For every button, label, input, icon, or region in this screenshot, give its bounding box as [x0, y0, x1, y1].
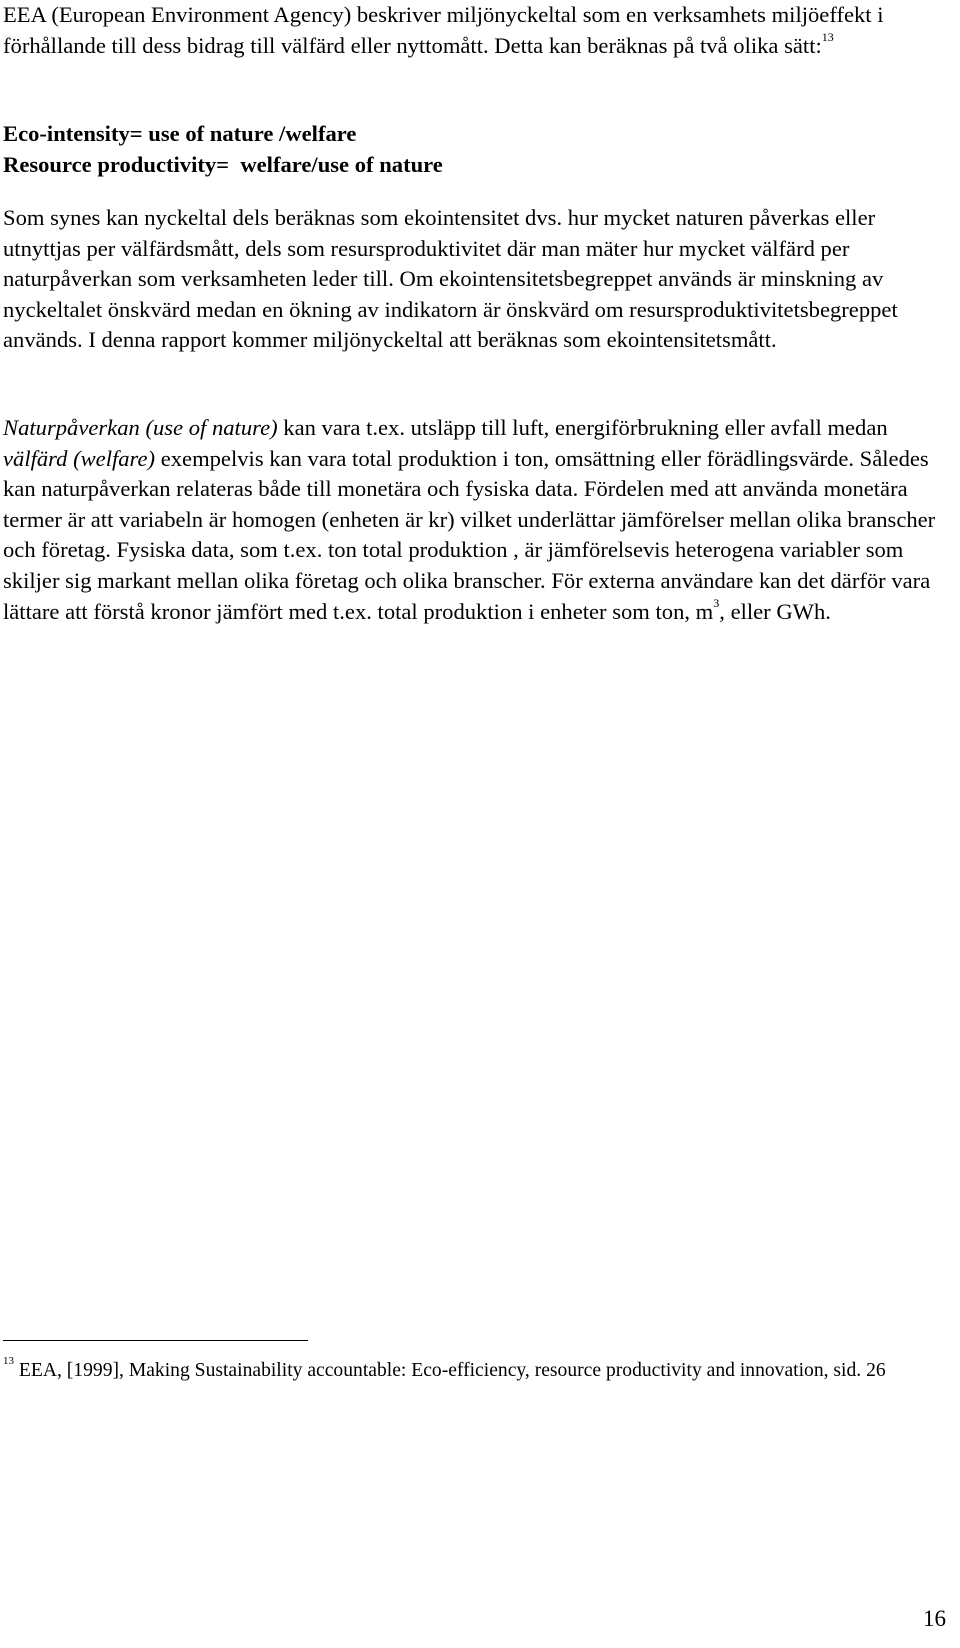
- paragraph-text: exempelvis kan vara total produktion i ton, omsättning eller förädlingsvärde. Således kan naturpåverkan relateras både till monetära och fysiska data. Fördelen med att använda monetära termer är att variabeln är homogen (enheten är kr) vilket underlättar jämförelser mellan olika branscher och företag. Fysiska data, som t.ex. ton total produktion , är jämförelsevis heterogena variabler som skiljer sig markant mellan olika företag och olika branscher. För externa användare kan det därför vara lättare att förstå kronor jämfört med t.ex. total produktion i enheter som ton, m: [3, 445, 936, 624]
- term-naturpaverkan: Naturpåverkan (use of nature): [3, 415, 278, 440]
- paragraph-eea-definition: [3, 0, 948, 61]
- resource-productivity-formula: Resource productivity= welfare/use of nature: [3, 151, 443, 177]
- paragraph-key-figures: [3, 203, 948, 356]
- paragraph-text: Som synes kan nyckeltal dels beräknas som ekointensitet dvs. hur mycket naturen påverkas eller utnyttjas per välfärdsmått, dels som resursproduktivitet där man mäter hur mycket välfärd per naturpåverkan som verksamheten leder till. Om ekointensitetsbegreppet används är minskning av nyckeltalet önskvärd medan en ökning av indikatorn är önskvärd om resursproduktivitetsbegreppet används. I denna rapport kommer miljönyckeltal att beräknas som ekointensitetsmått.: [3, 205, 898, 353]
- page-number: 16: [923, 1606, 946, 1631]
- footnote: [3, 1356, 948, 1385]
- footnote-separator: [3, 1340, 308, 1341]
- paragraph-text: , eller GWh.: [719, 598, 831, 624]
- superscript-cubic: 3: [713, 596, 720, 611]
- footnote-reference: 13: [821, 30, 834, 45]
- paragraph-text: kan vara t.ex. utsläpp till luft, energiförbrukning eller avfall medan: [277, 415, 888, 440]
- footnote-text: EEA, [1999], Making Sustainability accountable: Eco-efficiency, resource productivity and innovation, sid. 26: [14, 1360, 886, 1381]
- footnote-number: 13: [3, 1355, 14, 1368]
- paragraph-text: EEA (European Environment Agency) beskriver miljönyckeltal som en verksamhets miljöeffekt i förhållande till dess bidrag till välfärd eller nyttomått. Detta kan beräknas på två olika sätt:: [3, 2, 884, 58]
- term-valfard: välfärd (welfare): [3, 445, 156, 471]
- eco-intensity-formula: Eco-intensity= use of nature /welfare: [3, 121, 357, 146]
- paragraph-nature-use: [3, 413, 948, 627]
- formula-block: [3, 119, 948, 180]
